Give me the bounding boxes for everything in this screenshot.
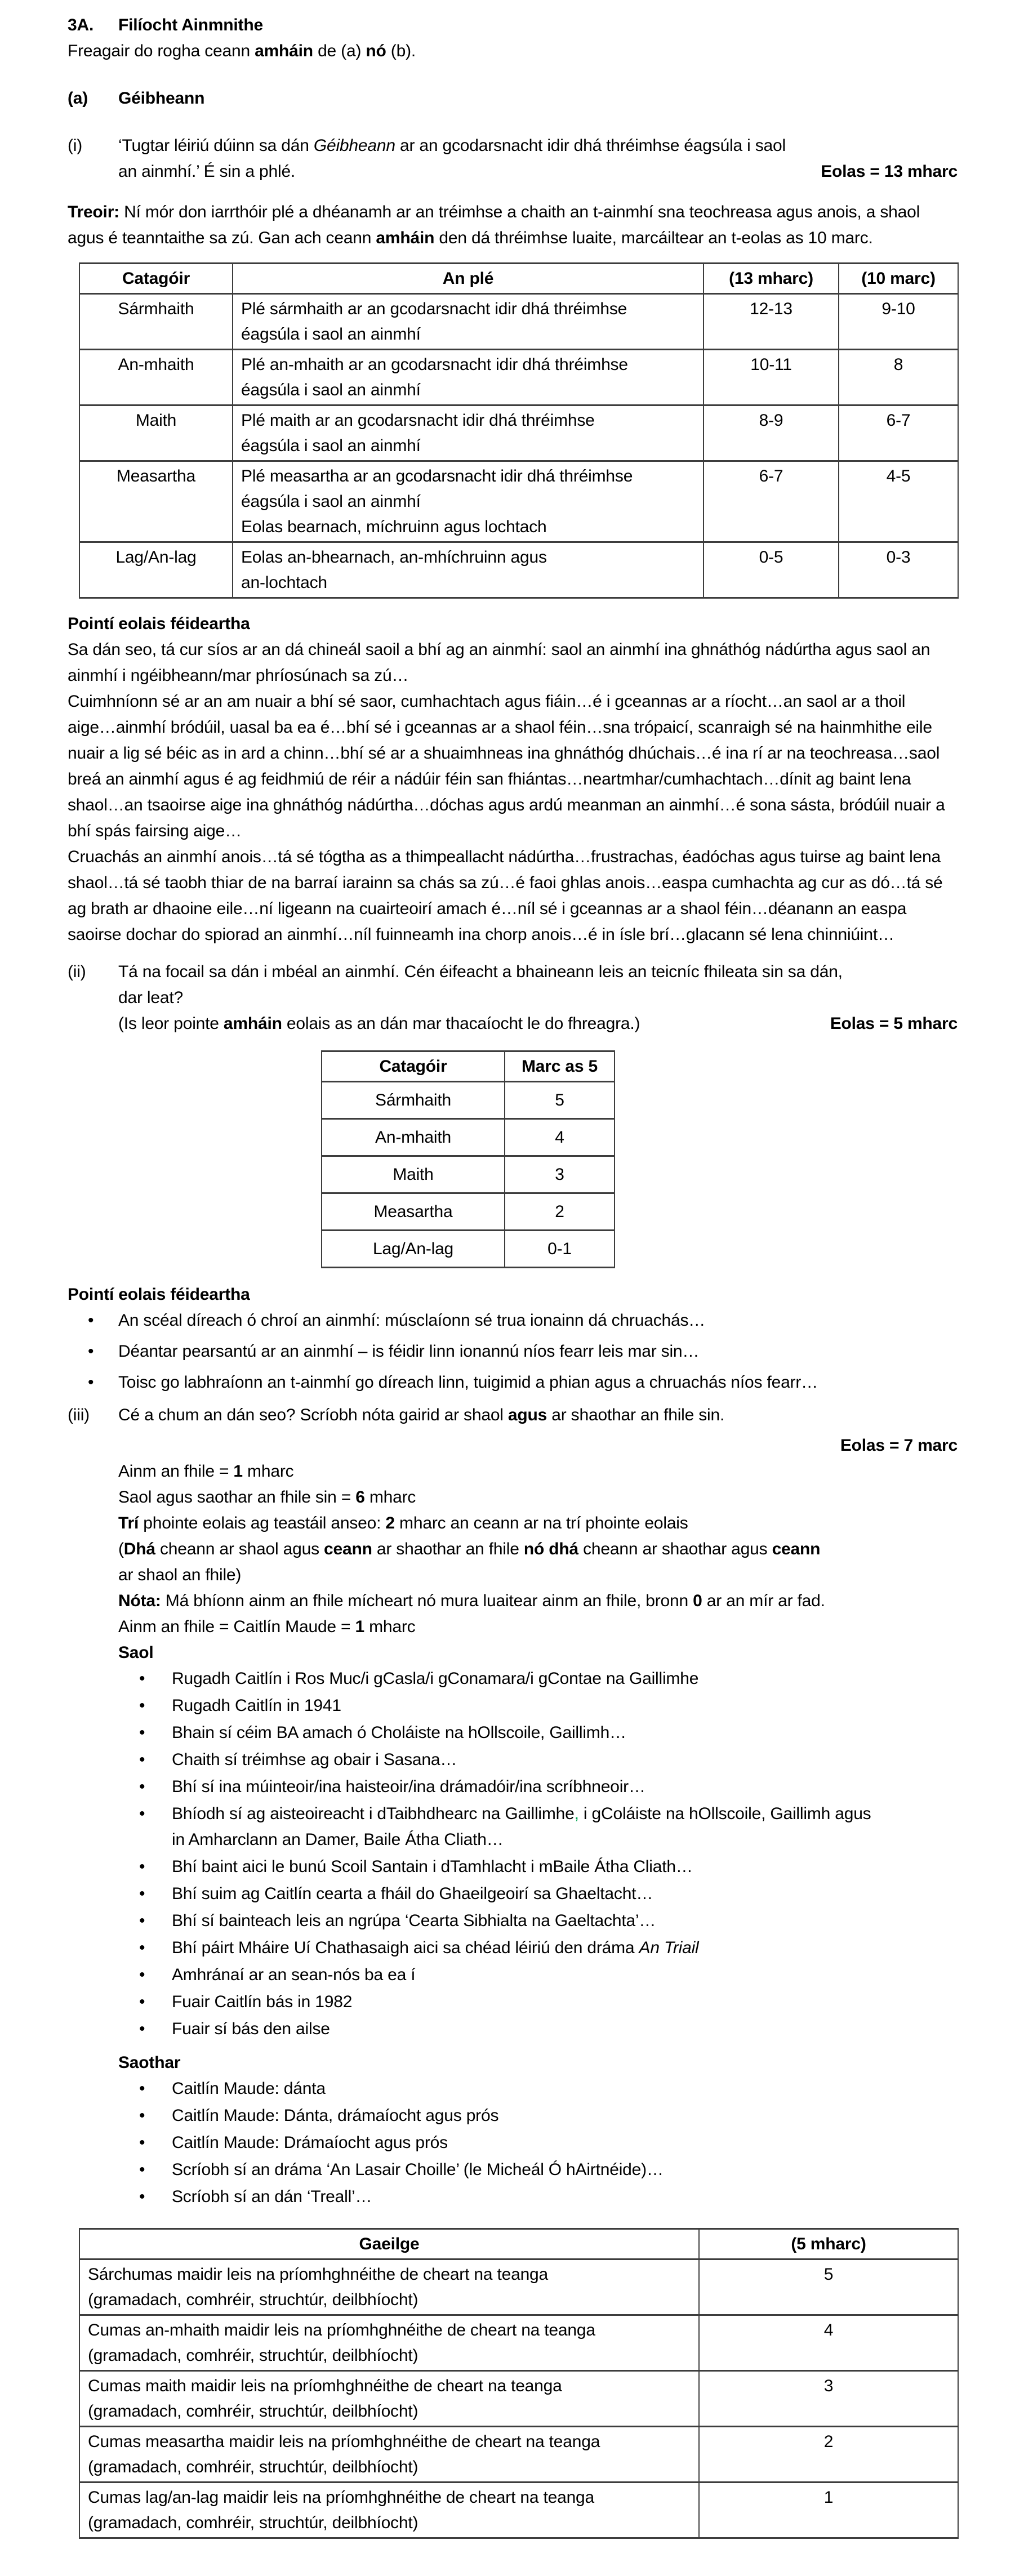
gaeilge-description-cell: Cumas an-mhaith maidir leis na príomhghnéithe de cheart na teanga (gramadach, comhréir, struchtúr, deilbhíocht): [79, 2315, 699, 2371]
mark-cell: 3: [505, 1156, 615, 1193]
question-i-line1: ‘Tugtar léiriú dúinn sa dán Géibheann ar an gcodarsnacht idir dhá thréimhse éagsúla i saol: [118, 136, 786, 155]
marc-table-row: [322, 1193, 615, 1231]
header-catagoir-2: Catagóir: [322, 1051, 505, 1082]
section-a-title: Géibheann: [118, 89, 205, 108]
marks-13-cell: 8-9: [704, 405, 839, 461]
mark-cell: 2: [505, 1193, 615, 1231]
gaeilge-description-cell: Cumas lag/an-lag maidir leis na príomhghnéithe de cheart na teanga (gramadach, comhréir, struchtúr, deilbhíocht): [79, 2483, 699, 2538]
treoir-paragraph: Treoir: Ní mór don iarrthóir plé a dhéanamh ar an tréimhse a chaith an t-ainmhí sna teochreasa agus anois, a shaol agus é teanntaithe sa zú. Gan ach ceann amháin den dá thréimhse luaite, marcáiltear an t-eolas as 10 marc.: [68, 203, 920, 247]
gaeilge-table-row: [79, 2427, 958, 2483]
question-i: [68, 133, 958, 185]
note-line: (Dhá cheann ar shaol agus ceann ar shaothar an fhile nó dhá cheann ar shaothar agus ceann ar shaol an fhile): [118, 1540, 821, 1584]
question-iii-label: (iii): [68, 1406, 90, 1424]
category-cell: Maith: [322, 1156, 505, 1193]
category-cell: Lag/An-lag: [322, 1231, 505, 1268]
saothar-bullet-list: [68, 2076, 958, 2210]
rubric-table-row: [79, 405, 958, 461]
saol-bullet-item: • Fuair Caitlín bás in 1982: [68, 1989, 958, 2015]
description-cell: Plé an-mhaith ar an gcodarsnacht idir dhá thréimhse éagsúla i saol an ainmhí: [233, 350, 704, 405]
gaeilge-mark-cell: 3: [699, 2371, 958, 2427]
question-ii-hint: (Is leor pointe amháin eolais as an dán mar thacaíocht le do fhreagra.): [118, 1014, 640, 1033]
marc-table-row: [322, 1119, 615, 1156]
gaeilge-description-cell: Cumas measartha maidir leis na príomhghnéithe de cheart na teanga (gramadach, comhréir, struchtúr, deilbhíocht): [79, 2427, 699, 2483]
saol-bullet-item: • Amhránaí ar an sean-nós ba ea í: [68, 1962, 958, 1988]
section-a-label: (a): [68, 89, 88, 108]
question-ii-text: [118, 959, 958, 1037]
saol-bullet-item: • Bhí baint aici le bunú Scoil Santain i dTamhlacht i mBaile Átha Cliath…: [68, 1854, 958, 1880]
header-catagoir: Catagóir: [79, 264, 233, 294]
saol-bullet-list: [68, 1666, 958, 2042]
category-cell: Lag/An-lag: [79, 542, 233, 598]
q3a-heading: [68, 12, 958, 38]
mark-cell: 0-1: [505, 1231, 615, 1268]
description-cell: Plé measartha ar an gcodarsnacht idir dhá thréimhse éagsúla i saol an ainmhí Eolas bearnach, míchruinn agus lochtach: [233, 461, 704, 542]
question-i-label: (i): [68, 136, 83, 155]
category-cell: Measartha: [322, 1193, 505, 1231]
section-a-heading: [68, 86, 958, 112]
category-cell: Sármhaith: [79, 294, 233, 350]
header-5-mharc: (5 mharc): [699, 2229, 958, 2259]
description-cell: Eolas an-bhearnach, an-mhíchruinn agus an-lochtach: [233, 542, 704, 598]
saol-bullet-item: • Bhain sí céim BA amach ó Choláiste na hOllscoile, Gaillimh…: [68, 1720, 958, 1746]
saothar-bullet-item: • Caitlín Maude: Dánta, drámaíocht agus prós: [68, 2103, 958, 2129]
marking-notes: [68, 1459, 958, 1640]
note-line: Nóta: Má bhíonn ainm an fhile mícheart nó mura luaitear ainm an fhile, bronn 0 ar an mír ar fad.: [118, 1592, 825, 1610]
gaeilge-description-cell: Cumas maith maidir leis na príomhghnéithe de cheart na teanga (gramadach, comhréir, struchtúr, deilbhíocht): [79, 2371, 699, 2427]
category-cell: An-mhaith: [322, 1119, 505, 1156]
question-iii-text: Cé a chum an dán seo? Scríobh nóta gairid ar shaol agus ar shaothar an fhile sin.: [118, 1406, 725, 1424]
gaeilge-table-row: [79, 2371, 958, 2427]
category-cell: Measartha: [79, 461, 233, 542]
header-10-marc: (10 marc): [839, 264, 958, 294]
marc-table-row: [322, 1231, 615, 1268]
saol-bullet-item: • Fuair sí bás den ailse: [68, 2016, 958, 2042]
rubric-table-marc-as-5: [321, 1050, 615, 1268]
rubric-table-row: [79, 350, 958, 405]
mark-cell: 4: [505, 1119, 615, 1156]
saol-bullet-item: • Bhí sí ina múinteoir/ina haisteoir/ina drámadóir/ina scríbhneoir…: [68, 1774, 958, 1800]
gaeilge-table-header-row: [79, 2229, 958, 2259]
category-cell: Maith: [79, 405, 233, 461]
gaeilge-rubric-table: [79, 2228, 959, 2539]
bullet-item: • Déantar pearsantú ar an ainmhí – is féidir linn ionannú níos fearr leis mar sin…: [68, 1339, 958, 1365]
header-13-mharc: (13 mharc): [704, 264, 839, 294]
marks-10-cell: 4-5: [839, 461, 958, 542]
note-line: Trí phointe eolais ag teastáil anseo: 2 mharc an ceann ar na trí phointe eolais: [118, 1514, 688, 1532]
saol-bullet-item: • Chaith sí tréimhse ag obair i Sasana…: [68, 1747, 958, 1773]
points-body-1: Sa dán seo, tá cur síos ar an dá chineál saoil a bhí ag an ainmhí: saol an ainmhí ina ghnáthóg nádúrtha agus saol an ainmhí i ngéibheann/mar phríosúnach sa zú… Cuimhníonn sé ar an am nuair a bhí sé saor, cumhachtach agus fiáin…é i gceannas ar a ríocht…an saol ar a thoil aige…ainmhí bródúil, uasal ba ea é…bhí sé i gceannas ar a shaol féin…sna trópaicí, scanraigh sé na hainmhithe eile nuair a lig sé béic as in ard a chinn…bhí sé ar a shuaimhneas ina ghnáthóg dhúchais…é ina rí ar na teochreasa…saol breá an ainmhí agus é ag feidhmiú de réir a nádúir féin san fhiántas…neartmhar/cumhachtach…dínit ag baint lena shaol…an tsaoirse aige ina ghnáthóg nádúrtha…dóchas agus ardú meanman an ainmhí…é sona sásta, bródúil nuair a bhí spás fairsing aige… Cruachás an ainmhí anois…tá sé tógtha as a thimpeallacht nádúrtha…frustrachas, éadóchas agus tuirse ag baint lena shaol…tá sé taobh thiar de na barraí iarainn sa chás sa zú…é faoi ghlas anois…easpa cumhachta ag cur as dó…tá sé ag brath ar dhaoine eile…ní ligeann na cuairteoirí amach é…níl sé i gceannas ar a shaol féin…déanann an easpa saoirse dochar do spiorad an ainmhí…níl fuinneamh ina chorp anois…é in ísle brí…glacann sé lena chinniúint…: [68, 640, 945, 944]
note-line: Ainm an fhile = 1 mharc: [118, 1462, 294, 1481]
saol-bullet-item: • Bhí suim ag Caitlín cearta a fháil do Ghaeilgeoirí sa Ghaeltacht…: [68, 1881, 958, 1907]
points-heading-2: Pointí eolais féideartha: [68, 1285, 250, 1304]
marc-table-row: [322, 1082, 615, 1119]
marks-10-cell: 0-3: [839, 542, 958, 598]
marks-13-cell: 6-7: [704, 461, 839, 542]
eolas-13-mharc: Eolas = 13 mharc: [821, 162, 958, 181]
rubric-table-row: [79, 461, 958, 542]
saothar-bullet-item: • Caitlín Maude: Drámaíocht agus prós: [68, 2130, 958, 2156]
saothar-bullet-item: • Scríobh sí an dráma ‘An Lasair Choille’ (le Micheál Ó hAirtnéide)…: [68, 2157, 958, 2183]
marks-13-cell: 0-5: [704, 542, 839, 598]
points-heading-1: Pointí eolais féideartha: [68, 614, 250, 633]
question-i-line2: an ainmhí.’ É sin a phlé.: [118, 162, 296, 181]
saol-bullet-item: • Rugadh Caitlín in 1941: [68, 1693, 958, 1719]
marks-10-cell: 8: [839, 350, 958, 405]
mark-cell: 5: [505, 1082, 615, 1119]
gaeilge-description-cell: Sárchumas maidir leis na príomhghnéithe de cheart na teanga (gramadach, comhréir, struchtúr, deilbhíocht): [79, 2259, 699, 2315]
marc-table-header-row: [322, 1051, 615, 1082]
saol-bullet-item: • Rugadh Caitlín i Ros Muc/i gCasla/i gConamara/i gContae na Gaillimhe: [68, 1666, 958, 1692]
marc-table-row: [322, 1156, 615, 1193]
description-cell: Plé sármhaith ar an gcodarsnacht idir dhá thréimhse éagsúla i saol an ainmhí: [233, 294, 704, 350]
intro-line: Freagair do rogha ceann amháin de (a) nó (b).: [68, 42, 416, 60]
bullet-item: • An scéal díreach ó chroí an ainmhí: músclaíonn sé trua ionainn dá chruachás…: [68, 1308, 958, 1334]
eolas-7-marc: Eolas = 7 marc: [840, 1436, 958, 1455]
rubric-table-row: [79, 542, 958, 598]
saol-heading: Saol: [118, 1643, 154, 1662]
question-ii: [68, 959, 958, 1037]
marks-13-cell: 10-11: [704, 350, 839, 405]
note-line: Ainm an fhile = Caitlín Maude = 1 mharc: [118, 1617, 416, 1636]
eolas-5-mharc: Eolas = 5 mharc: [830, 1014, 958, 1033]
saol-bullet-item: • Bhíodh sí ag aisteoireacht i dTaibhdhearc na Gaillimhe, i gColáiste na hOllscoile, Gaillimh agus in Amharclann an Damer, Baile Átha Cliath…: [68, 1801, 958, 1853]
marks-13-cell: 12-13: [704, 294, 839, 350]
bullet-item: • Toisc go labhraíonn an t-ainmhí go díreach linn, tuigimid a phian agus a chruachás níos fearr…: [68, 1370, 958, 1396]
question-ii-lines: Tá na focail sa dán i mbéal an ainmhí. Cén éifeacht a bhaineann leis an teicníc fhileata sin sa dán, dar leat?: [118, 962, 843, 1007]
category-cell: Sármhaith: [322, 1082, 505, 1119]
gaeilge-table-row: [79, 2483, 958, 2538]
rubric-table-an-ple: [79, 262, 959, 599]
question-iii: [68, 1402, 958, 1428]
gaeilge-mark-cell: 1: [699, 2483, 958, 2538]
marks-10-cell: 9-10: [839, 294, 958, 350]
category-cell: An-mhaith: [79, 350, 233, 405]
q3a-title: Filíocht Ainmnithe: [118, 16, 263, 34]
rubric-table-header-row: [79, 264, 958, 294]
saol-bullet-item: • Bhí sí bainteach leis an ngrúpa ‘Cearta Sibhialta na Gaeltachta’…: [68, 1908, 958, 1934]
gaeilge-mark-cell: 5: [699, 2259, 958, 2315]
marks-10-cell: 6-7: [839, 405, 958, 461]
rubric-table-row: [79, 294, 958, 350]
description-cell: Plé maith ar an gcodarsnacht idir dhá thréimhse éagsúla i saol an ainmhí: [233, 405, 704, 461]
gaeilge-table-row: [79, 2259, 958, 2315]
points-bullet-list: [68, 1308, 958, 1396]
saothar-heading: Saothar: [118, 2053, 181, 2072]
header-marc-as-5: Marc as 5: [505, 1051, 615, 1082]
question-ii-label: (ii): [68, 962, 86, 981]
question-i-text: [118, 133, 958, 185]
header-an-ple: An plé: [233, 264, 704, 294]
gaeilge-table-row: [79, 2315, 958, 2371]
header-gaeilge: Gaeilge: [79, 2229, 699, 2259]
gaeilge-mark-cell: 4: [699, 2315, 958, 2371]
note-line: Saol agus saothar an fhile sin = 6 mharc: [118, 1488, 416, 1507]
saothar-bullet-item: • Scríobh sí an dán ‘Treall’…: [68, 2184, 958, 2210]
saothar-bullet-item: • Caitlín Maude: dánta: [68, 2076, 958, 2102]
gaeilge-mark-cell: 2: [699, 2427, 958, 2483]
q3a-number: 3A.: [68, 16, 94, 34]
saol-bullet-item: • Bhí páirt Mháire Uí Chathasaigh aici sa chéad léiriú den dráma An Triail: [68, 1935, 958, 1961]
